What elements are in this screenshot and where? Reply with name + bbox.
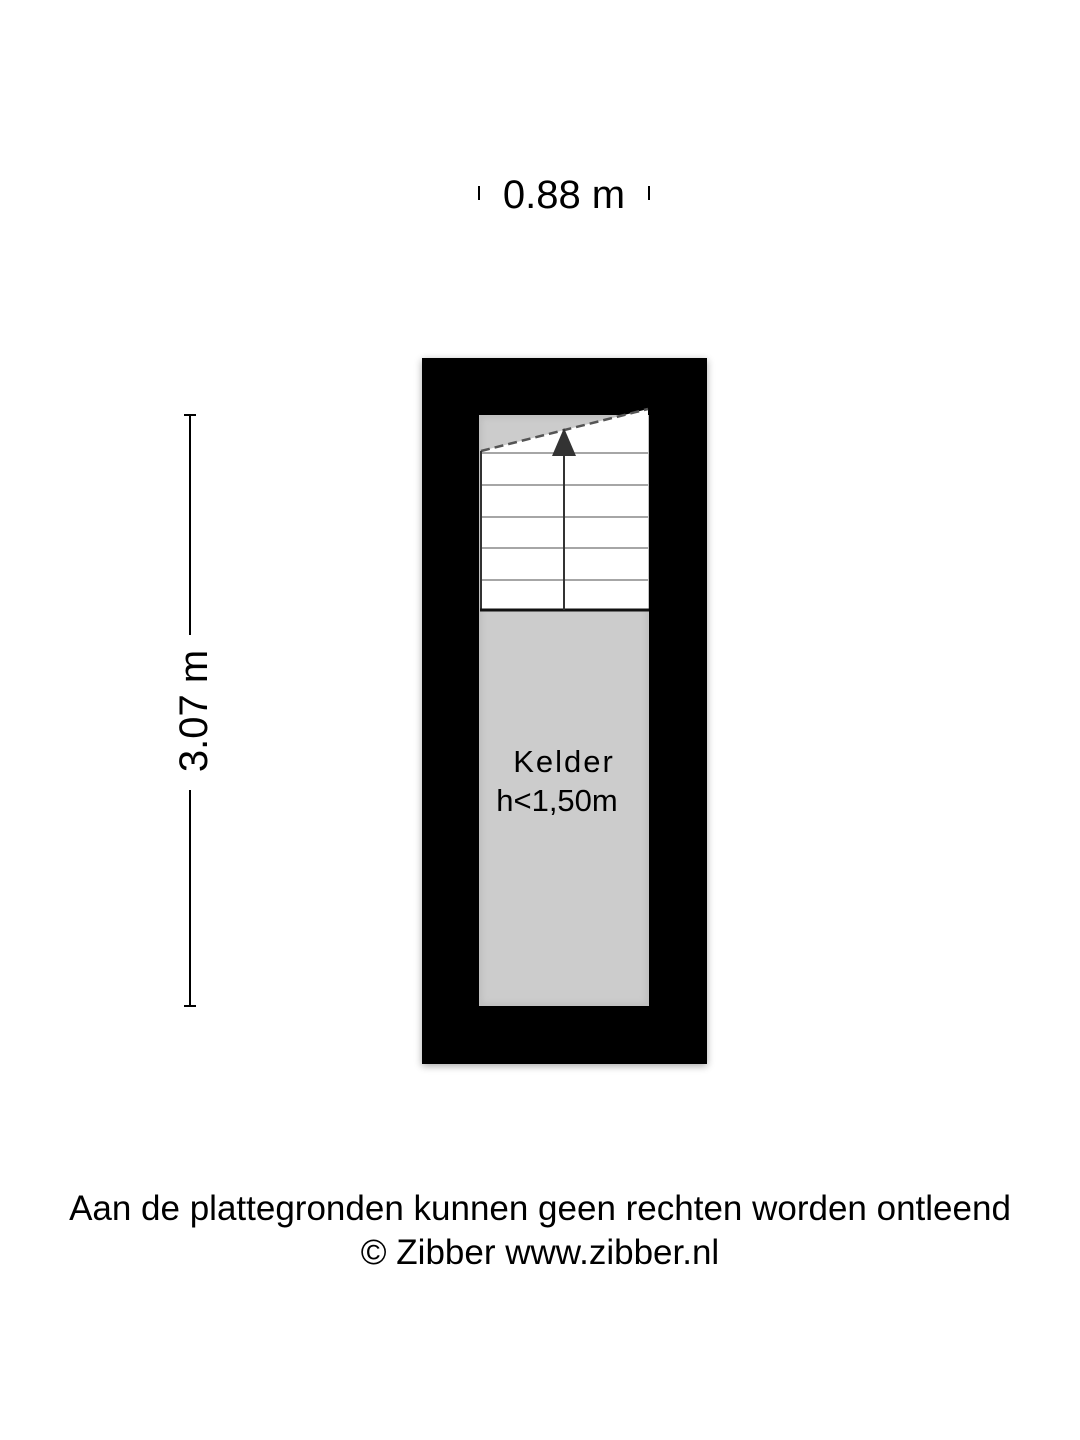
room-name-label: Kelder — [513, 744, 615, 779]
disclaimer-text: Aan de plattegronden kunnen geen rechten worden ontleend — [69, 1189, 1011, 1228]
length-dimension-label: 3.07 m — [172, 649, 216, 773]
width-dimension — [479, 173, 649, 217]
room-height-label: h<1,50m — [496, 783, 618, 818]
length-dimension — [172, 415, 216, 1006]
copyright-text: © Zibber www.zibber.nl — [360, 1233, 720, 1272]
width-dimension-label: 0.88 m — [502, 173, 626, 217]
